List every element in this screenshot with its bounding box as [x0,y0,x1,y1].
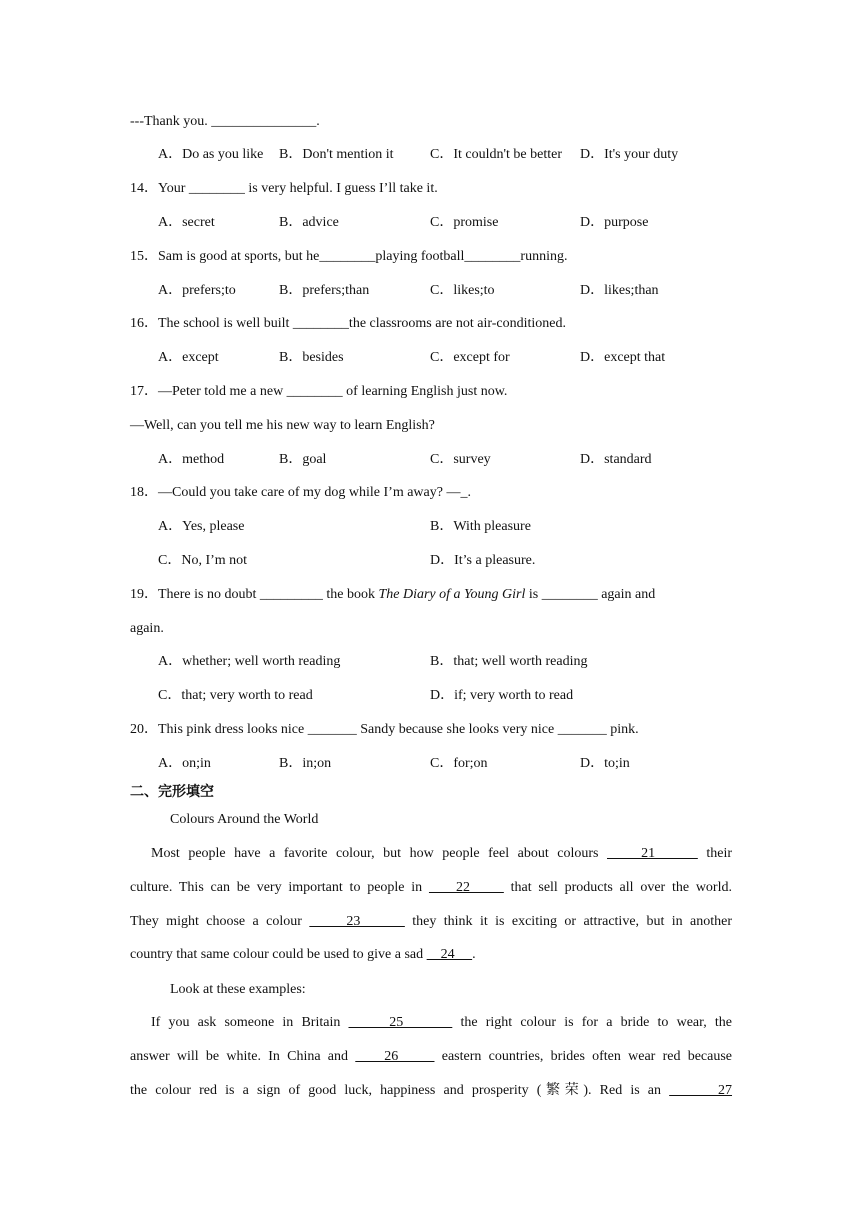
option-a: A．method [158,452,225,467]
question-14: 14．Your ________ is very helpful. I guess I’ll take it. [130,181,438,196]
question-19 [130,585,655,605]
blank-27: 27 [669,1083,733,1098]
option-d: D．It’s a pleasure. [430,553,536,568]
question-17: 17．—Peter told me a new ________ of learning English just now. [130,384,508,399]
blank-24: 24 [426,947,473,962]
passage-text: eastern countries, brides often wear red because [434,1049,733,1064]
option-c: C．for;on [430,756,488,771]
option-c: C．promise [430,215,499,230]
option-b: B．besides [279,350,344,365]
passage-text: . [472,947,476,962]
question-20: 20．This pink dress looks nice _______ Sandy because she looks very nice _______ pink. [130,722,639,737]
option-c: C．likes;to [430,283,495,298]
option-d: D．to;in [580,756,630,771]
passage-text: they think it is exciting or attractive, but in another [404,914,733,929]
passage-text: culture. This can be very important to people in [130,880,429,895]
question-15: 15．Sam is good at sports, but he________playing football________running. [130,249,568,264]
blank-22: 22 [428,880,504,895]
passage-text: the right colour is for a bride to wear, the [452,1015,733,1030]
passage-line [130,844,732,864]
passage-line [130,945,476,965]
question-16: 16．The school is well built ________the classrooms are not air-conditioned. [130,316,566,331]
passage-line [130,878,732,898]
passage-text: their [697,846,733,861]
option-b: B．With pleasure [430,519,531,534]
option-c: C．No, I’m not [158,553,248,568]
passage-text: country that same colour could be used to give a sad [130,947,427,962]
answer-line: ---Thank you. _______________. [130,114,320,129]
option-d: D．standard [580,452,652,467]
passage-line [130,912,732,932]
option-a: A．Yes, please [158,519,245,534]
option-c: C．survey [430,452,491,467]
passage-text: that sell products all over the world. [503,880,732,895]
option-b: B．goal [279,452,327,467]
blank-21: 21 [607,846,698,861]
option-c: C．except for [430,350,510,365]
question-19-text-end: is ________ again and [525,587,656,602]
passage-text: They might choose a colour [130,914,310,929]
passage-text: Most people have a favorite colour, but how people feel about colours [151,846,607,861]
passage-text: the colour red is a sign of good luck, happiness and prosperity (繁荣). Red is an [130,1083,670,1098]
option-a: A．Do as you like [158,147,264,162]
passage-line [130,1013,732,1033]
option-b: B．in;on [279,756,332,771]
option-b: B．advice [279,215,339,230]
option-a: A．prefers;to [158,283,236,298]
option-b: B．that; well worth reading [430,654,588,669]
option-d: D．likes;than [580,283,659,298]
option-d: D．if; very worth to read [430,688,574,703]
option-b: B．Don't mention it [279,147,394,162]
passage-text: If you ask someone in Britain [151,1015,349,1030]
blank-23: 23 [309,914,405,929]
passage-line: Look at these examples: [170,982,306,997]
option-d: D．purpose [580,215,649,230]
section-heading: 二、完形填空 [130,784,214,800]
passage-title: Colours Around the World [170,812,319,827]
blank-26: 26 [355,1049,435,1064]
question-19-text: 19．There is no doubt _________ the book [130,587,379,602]
option-c: C．It couldn't be better [430,147,562,162]
question-18: 18．—Could you take care of my dog while I’m away? —_. [130,485,471,500]
option-c: C．that; very worth to read [158,688,313,703]
passage-line [130,1081,732,1101]
passage-text: answer will be white. In China and [130,1049,356,1064]
option-a: A．secret [158,215,215,230]
option-d: D．except that [580,350,666,365]
book-title: The Diary of a Young Girl [378,587,526,602]
question-17-reply: —Well, can you tell me his new way to learn English? [130,418,435,433]
option-d: D．It's your duty [580,147,679,162]
blank-25: 25 [348,1015,453,1030]
option-a: A．on;in [158,756,211,771]
option-b: B．prefers;than [279,283,370,298]
question-19-continued: again. [130,621,164,636]
passage-line [130,1047,732,1067]
option-a: A．except [158,350,219,365]
option-a: A．whether; well worth reading [158,654,341,669]
